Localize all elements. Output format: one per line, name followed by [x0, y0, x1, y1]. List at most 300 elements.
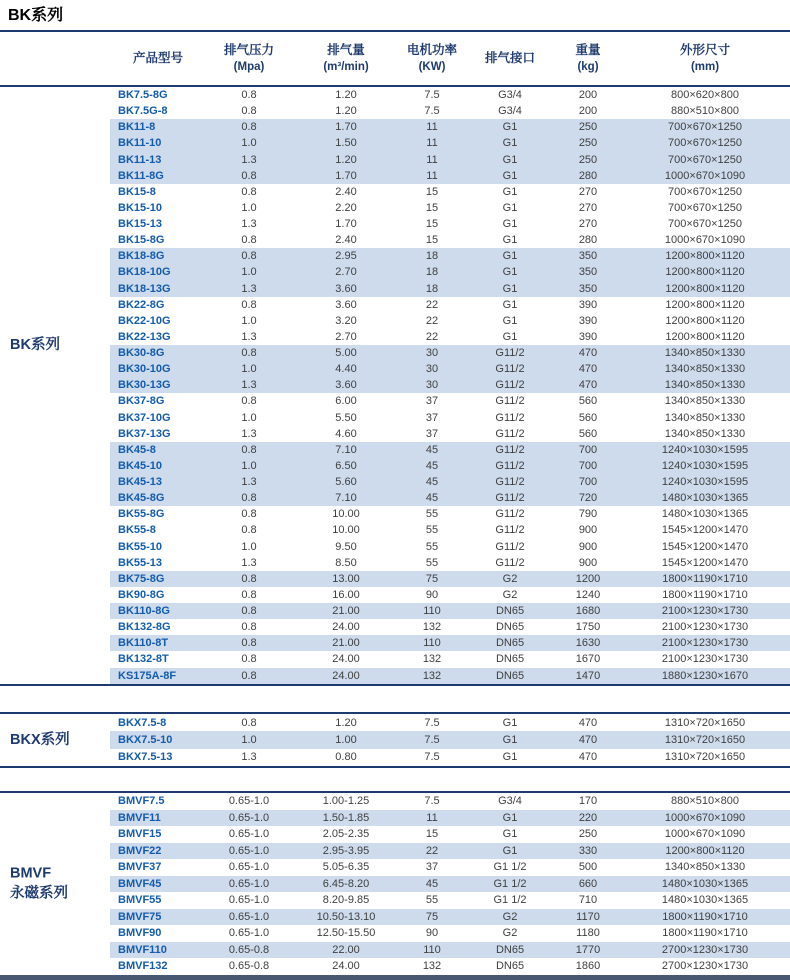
table-row: [0, 410, 790, 426]
model-cell: BK132-8T: [118, 653, 169, 666]
data-cell: 470: [556, 731, 620, 748]
data-cell: 1000×670×1090: [620, 810, 790, 827]
series-label-bmvf: [10, 863, 68, 904]
data-cell: 1.3: [206, 474, 292, 490]
model-cell: BK55-8: [118, 524, 156, 537]
data-cell: 1.20: [335, 716, 357, 729]
data-cell: 1.70: [292, 119, 400, 135]
data-cell: 700×670×1250: [620, 119, 790, 135]
data-cell: G1: [464, 119, 556, 135]
data-cell: 1480×1030×1365: [661, 894, 749, 907]
data-cell: 1750: [575, 621, 601, 634]
data-cell: 6.00: [335, 395, 357, 408]
col-header-label: 产品型号: [132, 51, 183, 66]
table-row: [0, 555, 790, 571]
data-cell: 0.65-1.0: [228, 927, 270, 940]
data-cell: 0.8: [206, 668, 292, 684]
data-cell: 18: [400, 248, 464, 264]
model-cell: BK22-10G: [118, 314, 171, 327]
data-cell: 720: [556, 490, 620, 506]
model-cell: BMVF15: [118, 828, 162, 841]
data-cell: 7.10: [292, 442, 400, 458]
model-cell: BK15-8G: [118, 234, 165, 247]
series-column-spacer: [0, 714, 110, 731]
data-cell: 37: [425, 395, 439, 408]
data-cell: 250: [556, 152, 620, 168]
data-cell: 880×510×800: [671, 105, 739, 118]
model-cell: BK45-13: [110, 474, 206, 490]
data-cell: 390: [578, 314, 598, 327]
data-cell: 132: [400, 668, 464, 684]
data-cell: 1.0: [241, 540, 257, 553]
data-cell: 1670: [575, 653, 601, 666]
data-cell: 132: [422, 621, 442, 634]
data-cell: G1 1/2: [464, 876, 556, 893]
data-cell: G2: [464, 909, 556, 926]
data-cell: 900: [578, 524, 598, 537]
data-cell: 1480×1030×1365: [620, 876, 790, 893]
series-column-spacer: [0, 264, 110, 280]
table-row: [0, 248, 790, 264]
data-cell: 700: [556, 458, 620, 474]
series-column-spacer: [0, 87, 110, 103]
series-column-spacer: [0, 555, 110, 571]
series-column-spacer: [0, 377, 110, 393]
col-header-model: [110, 32, 206, 85]
table-row: [0, 587, 790, 603]
col-header-label: 排气压力: [223, 43, 274, 58]
table-row: [0, 329, 790, 345]
series-column-spacer: [0, 522, 110, 538]
series-column-spacer: [0, 749, 110, 766]
model-cell: BK18-10G: [110, 264, 206, 280]
data-cell: 330: [556, 843, 620, 860]
model-cell: BMVF22: [110, 843, 206, 860]
data-cell: 0.65-1.0: [228, 828, 270, 841]
data-cell: 2.70: [335, 330, 357, 343]
data-cell: 7.5: [424, 751, 440, 764]
data-cell: 470: [556, 361, 620, 377]
data-cell: 1200×800×1120: [620, 843, 790, 860]
data-cell: 1770: [556, 942, 620, 959]
data-cell: 270: [578, 218, 598, 231]
series-column-spacer: [0, 635, 110, 651]
table-row: [0, 714, 790, 731]
data-cell: 1.50: [292, 135, 400, 151]
model-cell: BK18-8G: [110, 248, 206, 264]
data-cell: 1.20: [335, 89, 357, 102]
data-cell: 2.40: [335, 234, 357, 247]
table-row: [0, 119, 790, 135]
table-row: [0, 152, 790, 168]
data-cell: 280: [578, 234, 598, 247]
series-column-spacer: [0, 909, 110, 926]
table-row: [0, 571, 790, 587]
model-cell: BKX7.5-8: [118, 716, 167, 729]
data-cell: 15: [425, 234, 439, 247]
data-cell: 500: [578, 861, 598, 874]
model-cell: BK11-10: [110, 135, 206, 151]
table-row: [0, 458, 790, 474]
data-cell: 45: [400, 474, 464, 490]
data-cell: 4.40: [292, 361, 400, 377]
data-cell: 30: [400, 361, 464, 377]
data-cell: 1.0: [241, 314, 257, 327]
data-cell: G1: [464, 843, 556, 860]
data-cell: 2.95-3.95: [292, 843, 400, 860]
data-cell: 110: [400, 635, 464, 651]
data-cell: 110: [400, 942, 464, 959]
data-cell: 3.60: [292, 281, 400, 297]
model-cell: BK15-13: [118, 218, 163, 231]
data-cell: 1800×1190×1710: [620, 571, 790, 587]
model-cell: BK37-10G: [118, 411, 171, 424]
model-cell: BK75-8G: [110, 571, 206, 587]
data-cell: 2700×1230×1730: [620, 942, 790, 959]
data-cell: 24.00: [332, 653, 360, 666]
series-column-spacer: [0, 474, 110, 490]
data-cell: 560: [578, 411, 598, 424]
table-row: [0, 603, 790, 619]
data-cell: 1200×800×1120: [620, 264, 790, 280]
series-column-spacer: [0, 571, 110, 587]
data-cell: G2: [502, 927, 518, 940]
bmvf-table-body: [0, 793, 790, 975]
data-cell: G11/2: [464, 361, 556, 377]
data-cell: 0.8: [241, 653, 257, 666]
data-cell: G1: [502, 185, 518, 198]
data-cell: G2: [464, 571, 556, 587]
data-cell: 22.00: [292, 942, 400, 959]
data-cell: 0.65-1.0: [206, 810, 292, 827]
data-cell: 15: [425, 218, 439, 231]
data-cell: 880×510×800: [671, 795, 739, 808]
data-cell: 2700×1230×1730: [661, 960, 749, 973]
data-cell: 55: [425, 524, 439, 537]
data-cell: G1: [502, 330, 518, 343]
table-row: [0, 635, 790, 651]
data-cell: 700×670×1250: [667, 201, 743, 214]
data-cell: 0.8: [206, 442, 292, 458]
series-column-spacer: [0, 603, 110, 619]
data-cell: 0.8: [206, 490, 292, 506]
series-column-spacer: [0, 216, 110, 232]
data-cell: 0.8: [206, 603, 292, 619]
data-cell: G11/2: [464, 345, 556, 361]
header-spacer: [0, 32, 110, 85]
data-cell: 0.8: [241, 524, 257, 537]
model-cell: BK37-13G: [118, 427, 171, 440]
data-cell: 1.0: [206, 731, 292, 748]
data-cell: 700×670×1250: [620, 135, 790, 151]
model-cell: BMVF7.5: [118, 795, 165, 808]
data-cell: 1200×800×1120: [665, 330, 745, 343]
series-column-spacer: [0, 313, 110, 329]
col-header-pressure: [206, 32, 292, 85]
data-cell: G1: [502, 298, 518, 311]
series-label-line: BKX系列: [10, 731, 70, 748]
data-cell: G11/2: [495, 524, 525, 537]
data-cell: 132: [422, 653, 442, 666]
table-row: [0, 859, 790, 876]
data-cell: 1200×800×1120: [665, 298, 745, 311]
data-cell: 1240×1030×1595: [620, 442, 790, 458]
data-cell: G11/2: [495, 427, 525, 440]
series-column-spacer: [0, 168, 110, 184]
data-cell: 8.20-9.85: [322, 894, 370, 907]
data-cell: 1000×670×1090: [664, 828, 746, 841]
series-label-line: 永磁系列: [10, 885, 68, 902]
data-cell: 45: [400, 442, 464, 458]
data-cell: 1200×800×1120: [620, 248, 790, 264]
model-cell: BK90-8G: [118, 588, 165, 601]
data-cell: 1.3: [241, 218, 257, 231]
table-row: [0, 909, 790, 926]
data-cell: 700×670×1250: [620, 152, 790, 168]
data-cell: 1545×1200×1470: [661, 540, 749, 553]
model-cell: KS175A-8F: [110, 668, 206, 684]
table-row: [0, 474, 790, 490]
model-cell: BMVF75: [110, 909, 206, 926]
col-header-unit: (m³/min): [323, 61, 369, 74]
data-cell: 1800×1190×1710: [620, 909, 790, 926]
data-cell: 1.0: [241, 201, 257, 214]
table-row: [0, 506, 790, 522]
data-cell: G1: [464, 731, 556, 748]
model-cell: BK37-8G: [118, 395, 165, 408]
data-cell: 0.80: [335, 751, 357, 764]
series-column-spacer: [0, 426, 110, 442]
data-cell: DN65: [464, 668, 556, 684]
data-cell: 350: [556, 281, 620, 297]
data-cell: 24.00: [332, 621, 360, 634]
data-cell: 1.70: [335, 218, 357, 231]
data-cell: 470: [578, 716, 598, 729]
table-row: [0, 668, 790, 684]
series-column-spacer: [0, 587, 110, 603]
data-cell: 15: [425, 201, 439, 214]
data-cell: 0.8: [241, 89, 257, 102]
data-cell: 90: [425, 588, 439, 601]
data-cell: DN65: [464, 942, 556, 959]
data-cell: 2100×1230×1730: [661, 621, 749, 634]
table-row: [0, 793, 790, 810]
series-column-spacer: [0, 152, 110, 168]
data-cell: 470: [556, 345, 620, 361]
data-cell: 250: [556, 135, 620, 151]
col-header-unit: (KW): [418, 61, 446, 74]
col-header-unit: (mm): [690, 61, 720, 74]
data-cell: 9.50: [335, 540, 357, 553]
data-cell: 1680: [556, 603, 620, 619]
model-cell: BK45-10: [110, 458, 206, 474]
data-cell: 0.8: [241, 298, 257, 311]
series-column-spacer: [0, 200, 110, 216]
col-header-weight: [556, 32, 620, 85]
data-cell: 1.70: [292, 168, 400, 184]
data-cell: G1: [464, 281, 556, 297]
data-cell: 270: [578, 201, 598, 214]
data-cell: DN65: [495, 960, 525, 973]
data-cell: 2100×1230×1730: [620, 603, 790, 619]
data-cell: 1.3: [241, 330, 257, 343]
data-cell: DN65: [464, 603, 556, 619]
data-cell: 1.3: [241, 556, 257, 569]
data-cell: 900: [578, 540, 598, 553]
data-cell: 24.00: [332, 960, 360, 973]
data-cell: 75: [400, 571, 464, 587]
table-row: [0, 281, 790, 297]
data-cell: 11: [400, 135, 464, 151]
table-row: [0, 810, 790, 827]
data-cell: 0.8: [206, 168, 292, 184]
model-cell: BMVF45: [110, 876, 206, 893]
data-cell: G1: [464, 810, 556, 827]
model-cell: BMVF11: [110, 810, 206, 827]
data-cell: 5.50: [335, 411, 357, 424]
data-cell: 0.65-0.8: [206, 942, 292, 959]
data-cell: 0.8: [241, 621, 257, 634]
series-column-spacer: [0, 539, 110, 555]
model-cell: BK11-13: [110, 152, 206, 168]
data-cell: 0.8: [241, 508, 257, 521]
data-cell: G11/2: [464, 490, 556, 506]
series-label-bkx: [10, 730, 70, 750]
data-cell: 37: [425, 427, 439, 440]
data-cell: 5.60: [292, 474, 400, 490]
data-cell: 220: [556, 810, 620, 827]
series-column-spacer: [0, 490, 110, 506]
data-cell: 560: [578, 427, 598, 440]
series-column-spacer: [0, 248, 110, 264]
data-cell: 1240×1030×1595: [620, 474, 790, 490]
data-cell: 0.8: [206, 248, 292, 264]
bmvf-series-table: [0, 791, 790, 980]
model-cell: BK110-8G: [110, 603, 206, 619]
data-cell: 22: [425, 314, 439, 327]
data-cell: 1480×1030×1365: [620, 490, 790, 506]
data-cell: 1340×850×1330: [664, 395, 746, 408]
data-cell: 700×670×1250: [667, 218, 743, 231]
series-column-spacer: [0, 442, 110, 458]
data-cell: G1: [502, 314, 518, 327]
model-cell: BK45-8: [110, 442, 206, 458]
data-cell: 1000×670×1090: [620, 168, 790, 184]
data-cell: G3/4: [498, 105, 522, 118]
data-cell: 0.8: [241, 185, 257, 198]
series-column-spacer: [0, 393, 110, 409]
table-row: [0, 749, 790, 766]
data-cell: 1.0: [206, 458, 292, 474]
model-cell: BK7.5G-8: [118, 105, 168, 118]
data-cell: 1860: [575, 960, 601, 973]
data-cell: G1: [502, 828, 518, 841]
data-cell: G1: [502, 218, 518, 231]
series-column-spacer: [0, 184, 110, 200]
series-column-spacer: [0, 793, 110, 810]
data-cell: 3.20: [335, 314, 357, 327]
series-column-spacer: [0, 119, 110, 135]
data-cell: DN65: [495, 621, 525, 634]
table-row: [0, 490, 790, 506]
col-header-label: 外形尺寸: [679, 43, 730, 58]
model-cell: BK22-8G: [118, 298, 165, 311]
col-header-unit: (kg): [577, 61, 599, 74]
table-row: [0, 958, 790, 975]
table-row: [0, 876, 790, 893]
data-cell: 200: [578, 105, 598, 118]
data-cell: 1.0: [206, 264, 292, 280]
col-header-unit: (Mpa): [233, 61, 265, 74]
data-cell: 10.00: [332, 524, 360, 537]
data-cell: 7.5: [424, 795, 440, 808]
model-cell: BK11-8: [110, 119, 206, 135]
data-cell: 1310×720×1650: [664, 751, 746, 764]
data-cell: 1000×670×1090: [664, 234, 746, 247]
data-cell: 7.5: [424, 105, 440, 118]
data-cell: 21.00: [292, 603, 400, 619]
data-cell: 6.45-8.20: [292, 876, 400, 893]
data-cell: 350: [556, 264, 620, 280]
data-cell: 8.50: [335, 556, 357, 569]
data-cell: 10.50-13.10: [292, 909, 400, 926]
model-cell: BK15-8: [118, 185, 156, 198]
table-row: [0, 264, 790, 280]
table-row: [0, 826, 790, 843]
bkx-table-body: [0, 714, 790, 766]
data-cell: 250: [556, 119, 620, 135]
table-row: [0, 619, 790, 635]
data-cell: G1: [464, 135, 556, 151]
data-cell: 660: [556, 876, 620, 893]
series-label-line: BMVF: [10, 865, 52, 882]
table-row: [0, 232, 790, 248]
data-cell: 1240×1030×1595: [620, 458, 790, 474]
col-header-label: 排气接口: [484, 51, 535, 66]
data-cell: 0.8: [206, 119, 292, 135]
data-cell: 1180: [576, 927, 600, 940]
data-cell: 1545×1200×1470: [661, 556, 749, 569]
data-cell: 1340×850×1330: [664, 861, 746, 874]
model-cell: BKX7.5-13: [118, 751, 173, 764]
bk-series-table: [0, 30, 790, 686]
data-cell: 37: [425, 861, 439, 874]
data-cell: 1.3: [206, 377, 292, 393]
series-column-spacer: [0, 297, 110, 313]
series-column-spacer: [0, 925, 110, 942]
data-cell: G11/2: [495, 395, 525, 408]
data-cell: 700×670×1250: [667, 185, 743, 198]
data-cell: 1.3: [206, 152, 292, 168]
data-cell: 0.8: [241, 588, 257, 601]
data-cell: 170: [578, 795, 598, 808]
data-cell: G1: [502, 716, 518, 729]
data-cell: G11/2: [464, 442, 556, 458]
model-cell: BKX7.5-10: [110, 731, 206, 748]
series-column-spacer: [0, 281, 110, 297]
data-cell: G1: [502, 751, 518, 764]
table-row: [0, 313, 790, 329]
data-cell: 22: [425, 330, 439, 343]
data-cell: 1200: [556, 571, 620, 587]
data-cell: 1.3: [241, 751, 257, 764]
data-cell: 3.60: [335, 298, 357, 311]
data-cell: 2.05-2.35: [322, 828, 370, 841]
table-row: [0, 200, 790, 216]
series-column-spacer: [0, 668, 110, 684]
data-cell: 0.8: [206, 571, 292, 587]
model-cell: BK30-10G: [110, 361, 206, 377]
